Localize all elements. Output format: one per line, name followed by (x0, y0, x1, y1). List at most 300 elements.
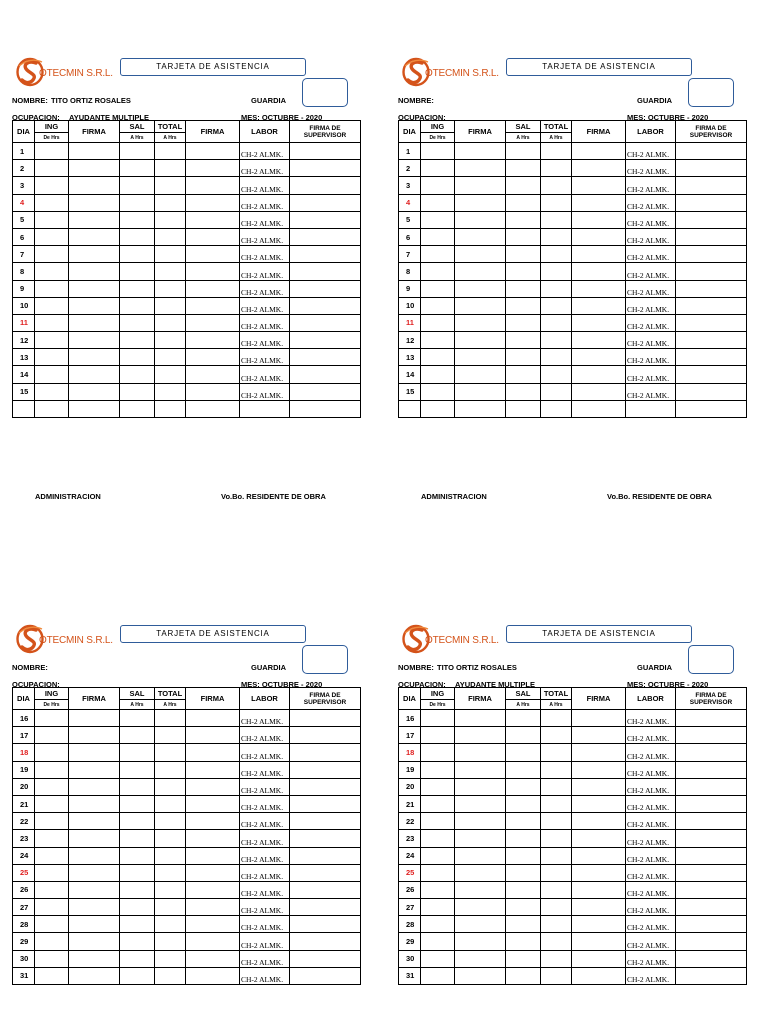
table-row (399, 246, 747, 263)
table-row (399, 847, 747, 864)
sal-cell (506, 314, 541, 331)
firma-cell (455, 349, 506, 366)
firma-cell (572, 383, 626, 400)
firma-cell (69, 160, 120, 177)
labor-cell: CH-2 ALMK. (626, 950, 676, 967)
supervisor-signature-cell (290, 847, 361, 864)
firma-cell (572, 761, 626, 778)
sal-cell (120, 366, 155, 383)
firma-cell (186, 366, 240, 383)
ing-cell (421, 950, 455, 967)
total-cell (541, 864, 572, 881)
header-dia: DIA (399, 688, 421, 710)
supervisor-signature-cell (290, 228, 361, 245)
header-firma: FIRMA (572, 688, 626, 710)
ing-cell (421, 967, 455, 984)
mes-label: MES: OCTUBRE - 2020 (627, 113, 709, 122)
firma-cell (455, 383, 506, 400)
day-number: 17 (13, 727, 35, 744)
day-number: 25 (13, 864, 35, 881)
firma-cell (455, 778, 506, 795)
total-cell (155, 967, 186, 984)
day-number: 13 (13, 349, 35, 366)
total-cell (155, 400, 186, 417)
labor-cell: CH-2 ALMK. (626, 228, 676, 245)
supervisor-signature-cell (676, 143, 747, 160)
labor-cell: CH-2 ALMK. (626, 314, 676, 331)
firma-cell (186, 263, 240, 280)
total-cell (155, 916, 186, 933)
firma-cell (69, 349, 120, 366)
ing-cell (421, 160, 455, 177)
sal-cell (120, 899, 155, 916)
labor-cell (626, 400, 676, 417)
firma-cell (572, 263, 626, 280)
labor-cell: CH-2 ALMK. (626, 967, 676, 984)
card-title: TARJETA DE ASISTENCIA (506, 625, 692, 643)
total-cell (155, 228, 186, 245)
guardia-box[interactable] (302, 645, 348, 674)
total-cell (541, 881, 572, 898)
sal-cell (120, 710, 155, 727)
sal-cell (120, 744, 155, 761)
table-row (399, 160, 747, 177)
nombre-label: NOMBRE: (398, 663, 434, 672)
ing-cell (35, 297, 69, 314)
header-ing: ING (35, 121, 69, 133)
supervisor-signature-cell (676, 761, 747, 778)
supervisor-signature-cell (676, 864, 747, 881)
card-title: TARJETA DE ASISTENCIA (506, 58, 692, 76)
table-header-row (13, 121, 361, 133)
labor-cell: CH-2 ALMK. (240, 761, 290, 778)
total-cell (541, 950, 572, 967)
ing-cell (35, 933, 69, 950)
labor-cell: CH-2 ALMK. (626, 160, 676, 177)
firma-cell (69, 778, 120, 795)
table-row (399, 778, 747, 795)
ing-cell (35, 383, 69, 400)
ing-cell (35, 710, 69, 727)
residente-signature-label: Vo.Bo. RESIDENTE DE OBRA (607, 492, 712, 501)
sal-cell (506, 727, 541, 744)
table-row (13, 228, 361, 245)
total-cell (155, 160, 186, 177)
ing-cell (35, 194, 69, 211)
supervisor-signature-cell (290, 795, 361, 812)
labor-cell: CH-2 ALMK. (626, 864, 676, 881)
labor-cell: CH-2 ALMK. (626, 916, 676, 933)
firma-cell (572, 366, 626, 383)
administracion-signature-label: ADMINISTRACION (421, 492, 487, 501)
ocupacion-label: OCUPACION: (12, 680, 60, 689)
table-row (13, 761, 361, 778)
total-cell (541, 366, 572, 383)
ing-cell (421, 830, 455, 847)
day-number: 11 (399, 314, 421, 331)
firma-cell (69, 710, 120, 727)
table-row (399, 795, 747, 812)
supervisor-signature-cell (676, 194, 747, 211)
firma-cell (455, 710, 506, 727)
ing-cell (421, 400, 455, 417)
ing-cell (421, 899, 455, 916)
sal-cell (506, 211, 541, 228)
labor-cell: CH-2 ALMK. (240, 967, 290, 984)
day-number: 17 (399, 727, 421, 744)
sal-cell (120, 246, 155, 263)
total-cell (541, 899, 572, 916)
firma-cell (455, 332, 506, 349)
ing-cell (35, 864, 69, 881)
company-name: OTECMIN S.R.L. (425, 635, 499, 646)
ing-cell (421, 881, 455, 898)
supervisor-signature-cell (676, 228, 747, 245)
supervisor-signature-cell (676, 710, 747, 727)
guardia-box[interactable] (302, 78, 348, 107)
firma-cell (69, 847, 120, 864)
company-logo (16, 622, 136, 656)
firma-cell (186, 143, 240, 160)
labor-cell: CH-2 ALMK. (626, 744, 676, 761)
firma-cell (455, 314, 506, 331)
firma-cell (455, 143, 506, 160)
ing-cell (35, 349, 69, 366)
sal-cell (120, 727, 155, 744)
total-cell (541, 177, 572, 194)
firma-cell (69, 314, 120, 331)
firma-cell (455, 933, 506, 950)
ing-cell (421, 280, 455, 297)
table-row (399, 727, 747, 744)
firma-cell (69, 795, 120, 812)
administracion-signature-label: ADMINISTRACION (35, 492, 101, 501)
table-row (13, 143, 361, 160)
supervisor-signature-cell (676, 332, 747, 349)
firma-cell (186, 383, 240, 400)
firma-cell (572, 400, 626, 417)
sal-cell (120, 383, 155, 400)
firma-cell (572, 830, 626, 847)
table-row (13, 400, 361, 417)
day-number: 4 (399, 194, 421, 211)
company-logo (402, 55, 522, 89)
ing-cell (35, 727, 69, 744)
firma-cell (572, 349, 626, 366)
day-number: 29 (13, 933, 35, 950)
subheader-a-hrs: A Hrs (120, 133, 155, 143)
total-cell (541, 383, 572, 400)
labor-cell: CH-2 ALMK. (626, 727, 676, 744)
ing-cell (35, 228, 69, 245)
sal-cell (506, 263, 541, 280)
supervisor-signature-cell (290, 211, 361, 228)
supervisor-signature-cell (290, 143, 361, 160)
firma-cell (572, 950, 626, 967)
firma-cell (69, 916, 120, 933)
table-row (399, 933, 747, 950)
supervisor-signature-cell (290, 778, 361, 795)
table-row (399, 366, 747, 383)
day-number: 16 (399, 710, 421, 727)
sal-cell (120, 263, 155, 280)
total-cell (155, 830, 186, 847)
sal-cell (506, 847, 541, 864)
table-row (13, 194, 361, 211)
firma-cell (186, 761, 240, 778)
supervisor-signature-cell (676, 263, 747, 280)
firma-cell (69, 194, 120, 211)
sal-cell (120, 950, 155, 967)
labor-cell: CH-2 ALMK. (626, 847, 676, 864)
ing-cell (35, 916, 69, 933)
firma-cell (69, 143, 120, 160)
sal-cell (120, 778, 155, 795)
ing-cell (421, 332, 455, 349)
ing-cell (421, 194, 455, 211)
supervisor-signature-cell (290, 899, 361, 916)
guardia-label: GUARDIA (251, 663, 286, 672)
sal-cell (506, 899, 541, 916)
ing-cell (35, 950, 69, 967)
day-number: 10 (399, 297, 421, 314)
firma-cell (186, 899, 240, 916)
table-row (13, 297, 361, 314)
firma-cell (69, 366, 120, 383)
firma-cell (455, 761, 506, 778)
total-cell (541, 332, 572, 349)
supervisor-signature-cell (290, 246, 361, 263)
day-number: 4 (13, 194, 35, 211)
day-number: 15 (399, 383, 421, 400)
firma-cell (186, 400, 240, 417)
day-number: 7 (399, 246, 421, 263)
firma-cell (186, 349, 240, 366)
labor-cell: CH-2 ALMK. (626, 332, 676, 349)
subheader-a-hrs: A Hrs (506, 700, 541, 710)
firma-cell (455, 916, 506, 933)
header-dia: DIA (13, 121, 35, 143)
firma-cell (572, 778, 626, 795)
header-firma: FIRMA (69, 688, 120, 710)
attendance-table (12, 687, 361, 985)
day-number: 22 (399, 813, 421, 830)
labor-cell: CH-2 ALMK. (240, 864, 290, 881)
ocupacion-value: AYUDANTE MULTIPLE (455, 680, 536, 689)
supervisor-signature-cell (290, 744, 361, 761)
header-firma: FIRMA (186, 688, 240, 710)
supervisor-signature-cell (290, 933, 361, 950)
labor-cell: CH-2 ALMK. (626, 211, 676, 228)
supervisor-signature-cell (676, 899, 747, 916)
firma-cell (572, 899, 626, 916)
attendance-table (12, 120, 361, 418)
firma-cell (455, 813, 506, 830)
subheader-a-hrs: A Hrs (541, 700, 572, 710)
subheader-a-hrs: A Hrs (506, 133, 541, 143)
labor-cell: CH-2 ALMK. (240, 280, 290, 297)
firma-cell (69, 899, 120, 916)
total-cell (541, 297, 572, 314)
total-cell (155, 864, 186, 881)
sal-cell (506, 400, 541, 417)
firma-cell (455, 211, 506, 228)
table-row (13, 847, 361, 864)
guardia-label: GUARDIA (637, 96, 672, 105)
firma-cell (186, 864, 240, 881)
firma-cell (186, 830, 240, 847)
firma-cell (186, 916, 240, 933)
sal-cell (120, 211, 155, 228)
total-cell (541, 228, 572, 245)
supervisor-signature-cell (676, 881, 747, 898)
sal-cell (120, 228, 155, 245)
labor-cell: CH-2 ALMK. (240, 228, 290, 245)
sal-cell (120, 400, 155, 417)
firma-cell (186, 744, 240, 761)
day-number: 5 (399, 211, 421, 228)
total-cell (155, 297, 186, 314)
firma-cell (572, 916, 626, 933)
total-cell (155, 813, 186, 830)
day-number: 21 (399, 795, 421, 812)
day-number: 20 (399, 778, 421, 795)
sal-cell (506, 830, 541, 847)
supervisor-signature-cell (676, 383, 747, 400)
ing-cell (421, 314, 455, 331)
total-cell (155, 727, 186, 744)
firma-cell (69, 280, 120, 297)
supervisor-signature-cell (290, 864, 361, 881)
supervisor-signature-cell (676, 160, 747, 177)
ing-cell (421, 916, 455, 933)
header-supervisor: FIRMA DE SUPERVISOR (676, 688, 747, 710)
attendance-table (398, 120, 747, 418)
day-number: 26 (399, 881, 421, 898)
sal-cell (506, 228, 541, 245)
labor-cell: CH-2 ALMK. (626, 263, 676, 280)
total-cell (541, 778, 572, 795)
labor-cell: CH-2 ALMK. (240, 744, 290, 761)
day-number: 19 (399, 761, 421, 778)
header-ing: ING (35, 688, 69, 700)
table-row (399, 899, 747, 916)
table-row (399, 314, 747, 331)
table-row (13, 950, 361, 967)
labor-cell: CH-2 ALMK. (240, 246, 290, 263)
firma-cell (572, 143, 626, 160)
company-logo (16, 55, 136, 89)
firma-cell (69, 727, 120, 744)
labor-cell: CH-2 ALMK. (626, 143, 676, 160)
ing-cell (421, 263, 455, 280)
sal-cell (506, 246, 541, 263)
total-cell (541, 314, 572, 331)
total-cell (541, 710, 572, 727)
day-number: 9 (13, 280, 35, 297)
supervisor-signature-cell (290, 916, 361, 933)
firma-cell (455, 366, 506, 383)
sal-cell (506, 967, 541, 984)
day-number: 23 (13, 830, 35, 847)
day-number: 24 (13, 847, 35, 864)
ing-cell (421, 143, 455, 160)
ing-cell (421, 246, 455, 263)
table-row (399, 228, 747, 245)
supervisor-signature-cell (290, 263, 361, 280)
table-row (13, 778, 361, 795)
sal-cell (120, 349, 155, 366)
labor-cell: CH-2 ALMK. (240, 332, 290, 349)
day-number: 2 (399, 160, 421, 177)
total-cell (541, 744, 572, 761)
supervisor-signature-cell (676, 795, 747, 812)
ing-cell (35, 211, 69, 228)
firma-cell (186, 314, 240, 331)
labor-cell: CH-2 ALMK. (240, 916, 290, 933)
labor-cell: CH-2 ALMK. (240, 847, 290, 864)
sal-cell (506, 297, 541, 314)
firma-cell (69, 813, 120, 830)
table-row (399, 967, 747, 984)
day-number: 28 (13, 916, 35, 933)
day-number: 19 (13, 761, 35, 778)
day-number: 14 (13, 366, 35, 383)
total-cell (155, 778, 186, 795)
labor-cell: CH-2 ALMK. (240, 830, 290, 847)
labor-cell: CH-2 ALMK. (626, 280, 676, 297)
labor-cell: CH-2 ALMK. (240, 297, 290, 314)
table-header-row (13, 688, 361, 700)
day-number: 30 (399, 950, 421, 967)
table-row (399, 263, 747, 280)
day-number: 22 (13, 813, 35, 830)
ing-cell (35, 314, 69, 331)
ing-cell (35, 143, 69, 160)
sal-cell (120, 881, 155, 898)
table-row (399, 383, 747, 400)
ocupacion-value: AYUDANTE MULTIPLE (69, 113, 150, 122)
header-sal: SAL (120, 688, 155, 700)
day-number (13, 400, 35, 417)
table-row (399, 916, 747, 933)
table-row (399, 813, 747, 830)
table-row (13, 314, 361, 331)
firma-cell (455, 228, 506, 245)
guardia-box[interactable] (688, 645, 734, 674)
sal-cell (506, 864, 541, 881)
day-number: 18 (13, 744, 35, 761)
table-row (13, 727, 361, 744)
day-number: 28 (399, 916, 421, 933)
day-number: 12 (399, 332, 421, 349)
ing-cell (421, 744, 455, 761)
table-row (399, 194, 747, 211)
header-labor: LABOR (240, 688, 290, 710)
firma-cell (572, 177, 626, 194)
header-firma: FIRMA (186, 121, 240, 143)
table-row (13, 881, 361, 898)
labor-cell: CH-2 ALMK. (240, 795, 290, 812)
table-row (13, 813, 361, 830)
day-number: 13 (399, 349, 421, 366)
guardia-box[interactable] (688, 78, 734, 107)
table-row (13, 332, 361, 349)
supervisor-signature-cell (290, 761, 361, 778)
supervisor-signature-cell (290, 967, 361, 984)
supervisor-signature-cell (676, 400, 747, 417)
firma-cell (572, 847, 626, 864)
